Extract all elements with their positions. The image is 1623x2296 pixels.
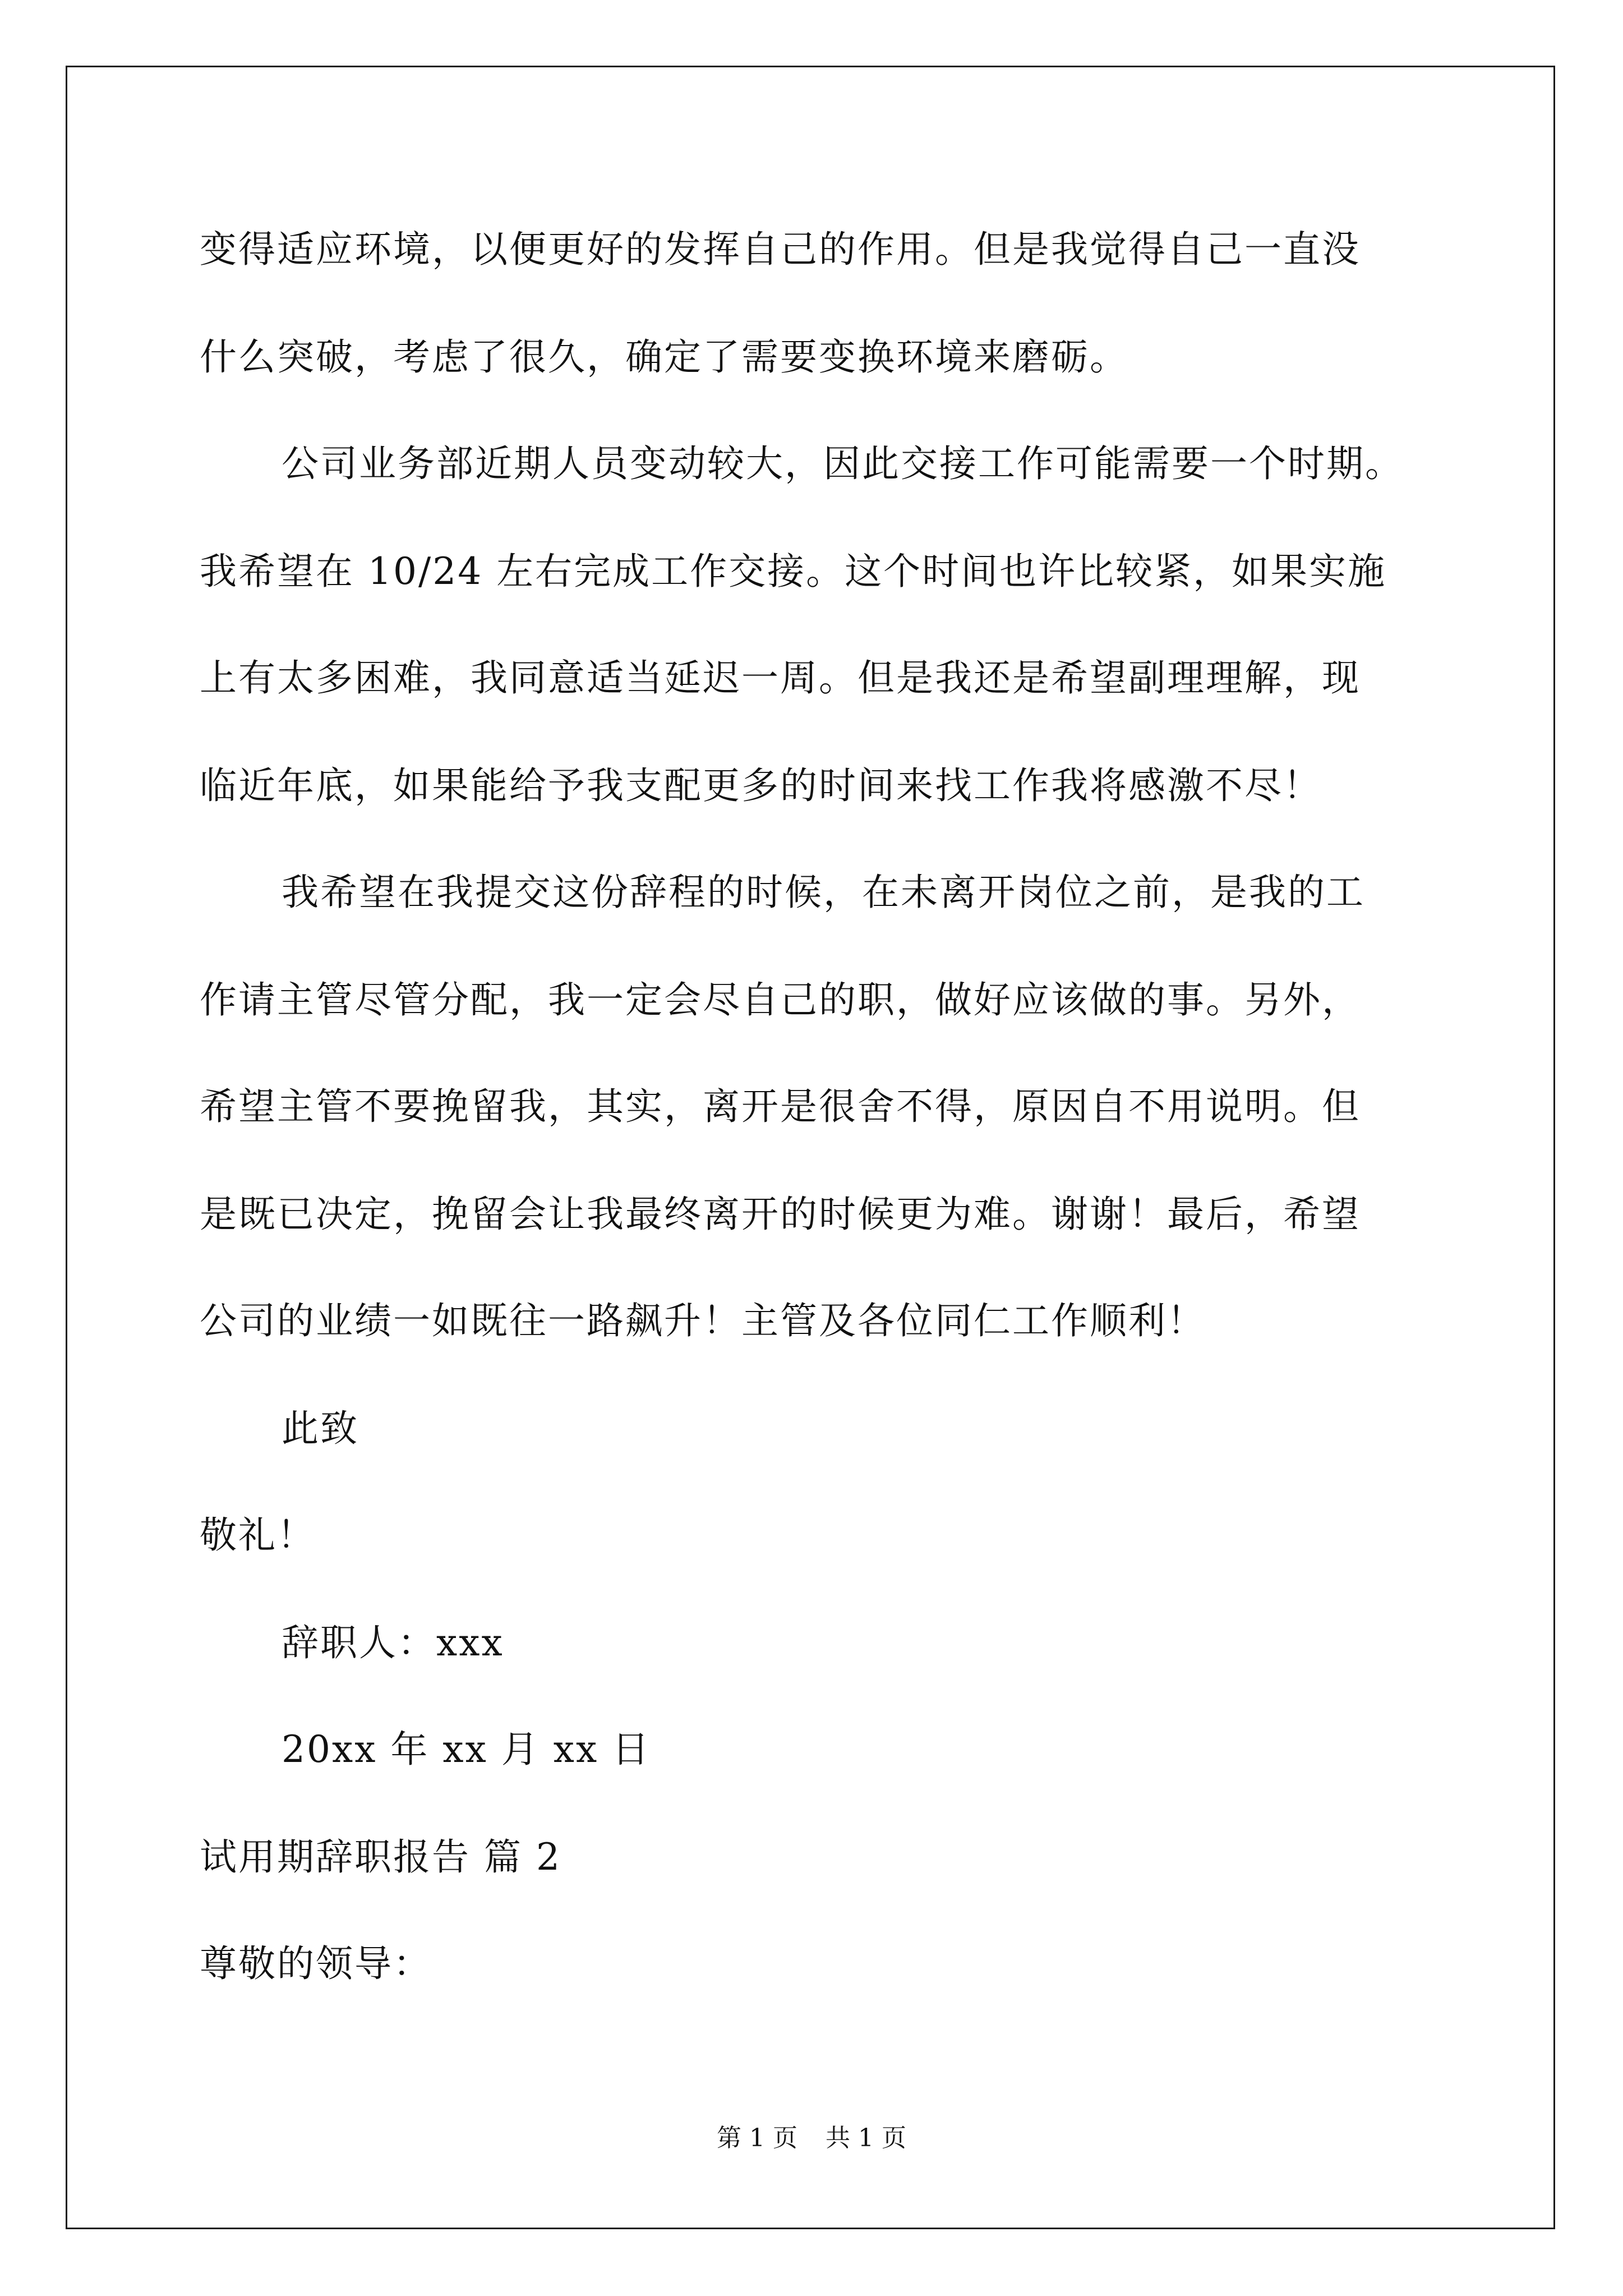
paragraph-line: 我希望在我提交这份辞程的时候，在未离开岗位之前，是我的工 — [282, 871, 1365, 914]
salutation-closing: 此致 — [282, 1407, 359, 1450]
paragraph-line: 公司业务部近期人员变动较大，因此交接工作可能需要一个时期。 — [282, 442, 1404, 485]
signature-name: 辞职人：xxx — [282, 1621, 504, 1664]
paragraph-line: 希望主管不要挽留我，其实，离开是很舍不得，原因自不用说明。但 — [200, 1085, 1361, 1128]
page-border — [66, 66, 1555, 2229]
page-number-total: 共 1 页 — [826, 2124, 906, 2152]
paragraph-line: 上有太多困难，我同意适当延迟一周。但是我还是希望副理理解，现 — [200, 656, 1361, 700]
paragraph-line: 是既已决定，挽留会让我最终离开的时候更为难。谢谢！最后，希望 — [200, 1193, 1361, 1236]
letter-greeting: 尊敬的领导： — [200, 1942, 432, 1985]
paragraph-line: 公司的业绩一如既往一路飙升！主管及各位同仁工作顺利！ — [200, 1299, 1206, 1342]
paragraph-line: 变得适应环境，以便更好的发挥自己的作用。但是我觉得自己一直没 — [200, 228, 1361, 271]
paragraph-line: 我希望在 10/24 左右完成工作交接。这个时间也许比较紧，如果实施 — [200, 550, 1387, 593]
page-number-current: 第 1 页 — [717, 2124, 797, 2152]
signature-date: 20xx 年 xx 月 xx 日 — [282, 1728, 651, 1771]
section-title: 试用期辞职报告 篇 2 — [200, 1835, 561, 1879]
salutation-respect: 敬礼！ — [200, 1513, 316, 1557]
page-footer — [0, 2122, 1623, 2155]
paragraph-line: 什么突破，考虑了很久，确定了需要变换环境来磨砺。 — [200, 335, 1128, 379]
paragraph-line: 作请主管尽管分配，我一定会尽自己的职，做好应该做的事。另外， — [200, 978, 1361, 1022]
paragraph-line: 临近年底，如果能给予我支配更多的时间来找工作我将感激不尽！ — [200, 764, 1322, 807]
